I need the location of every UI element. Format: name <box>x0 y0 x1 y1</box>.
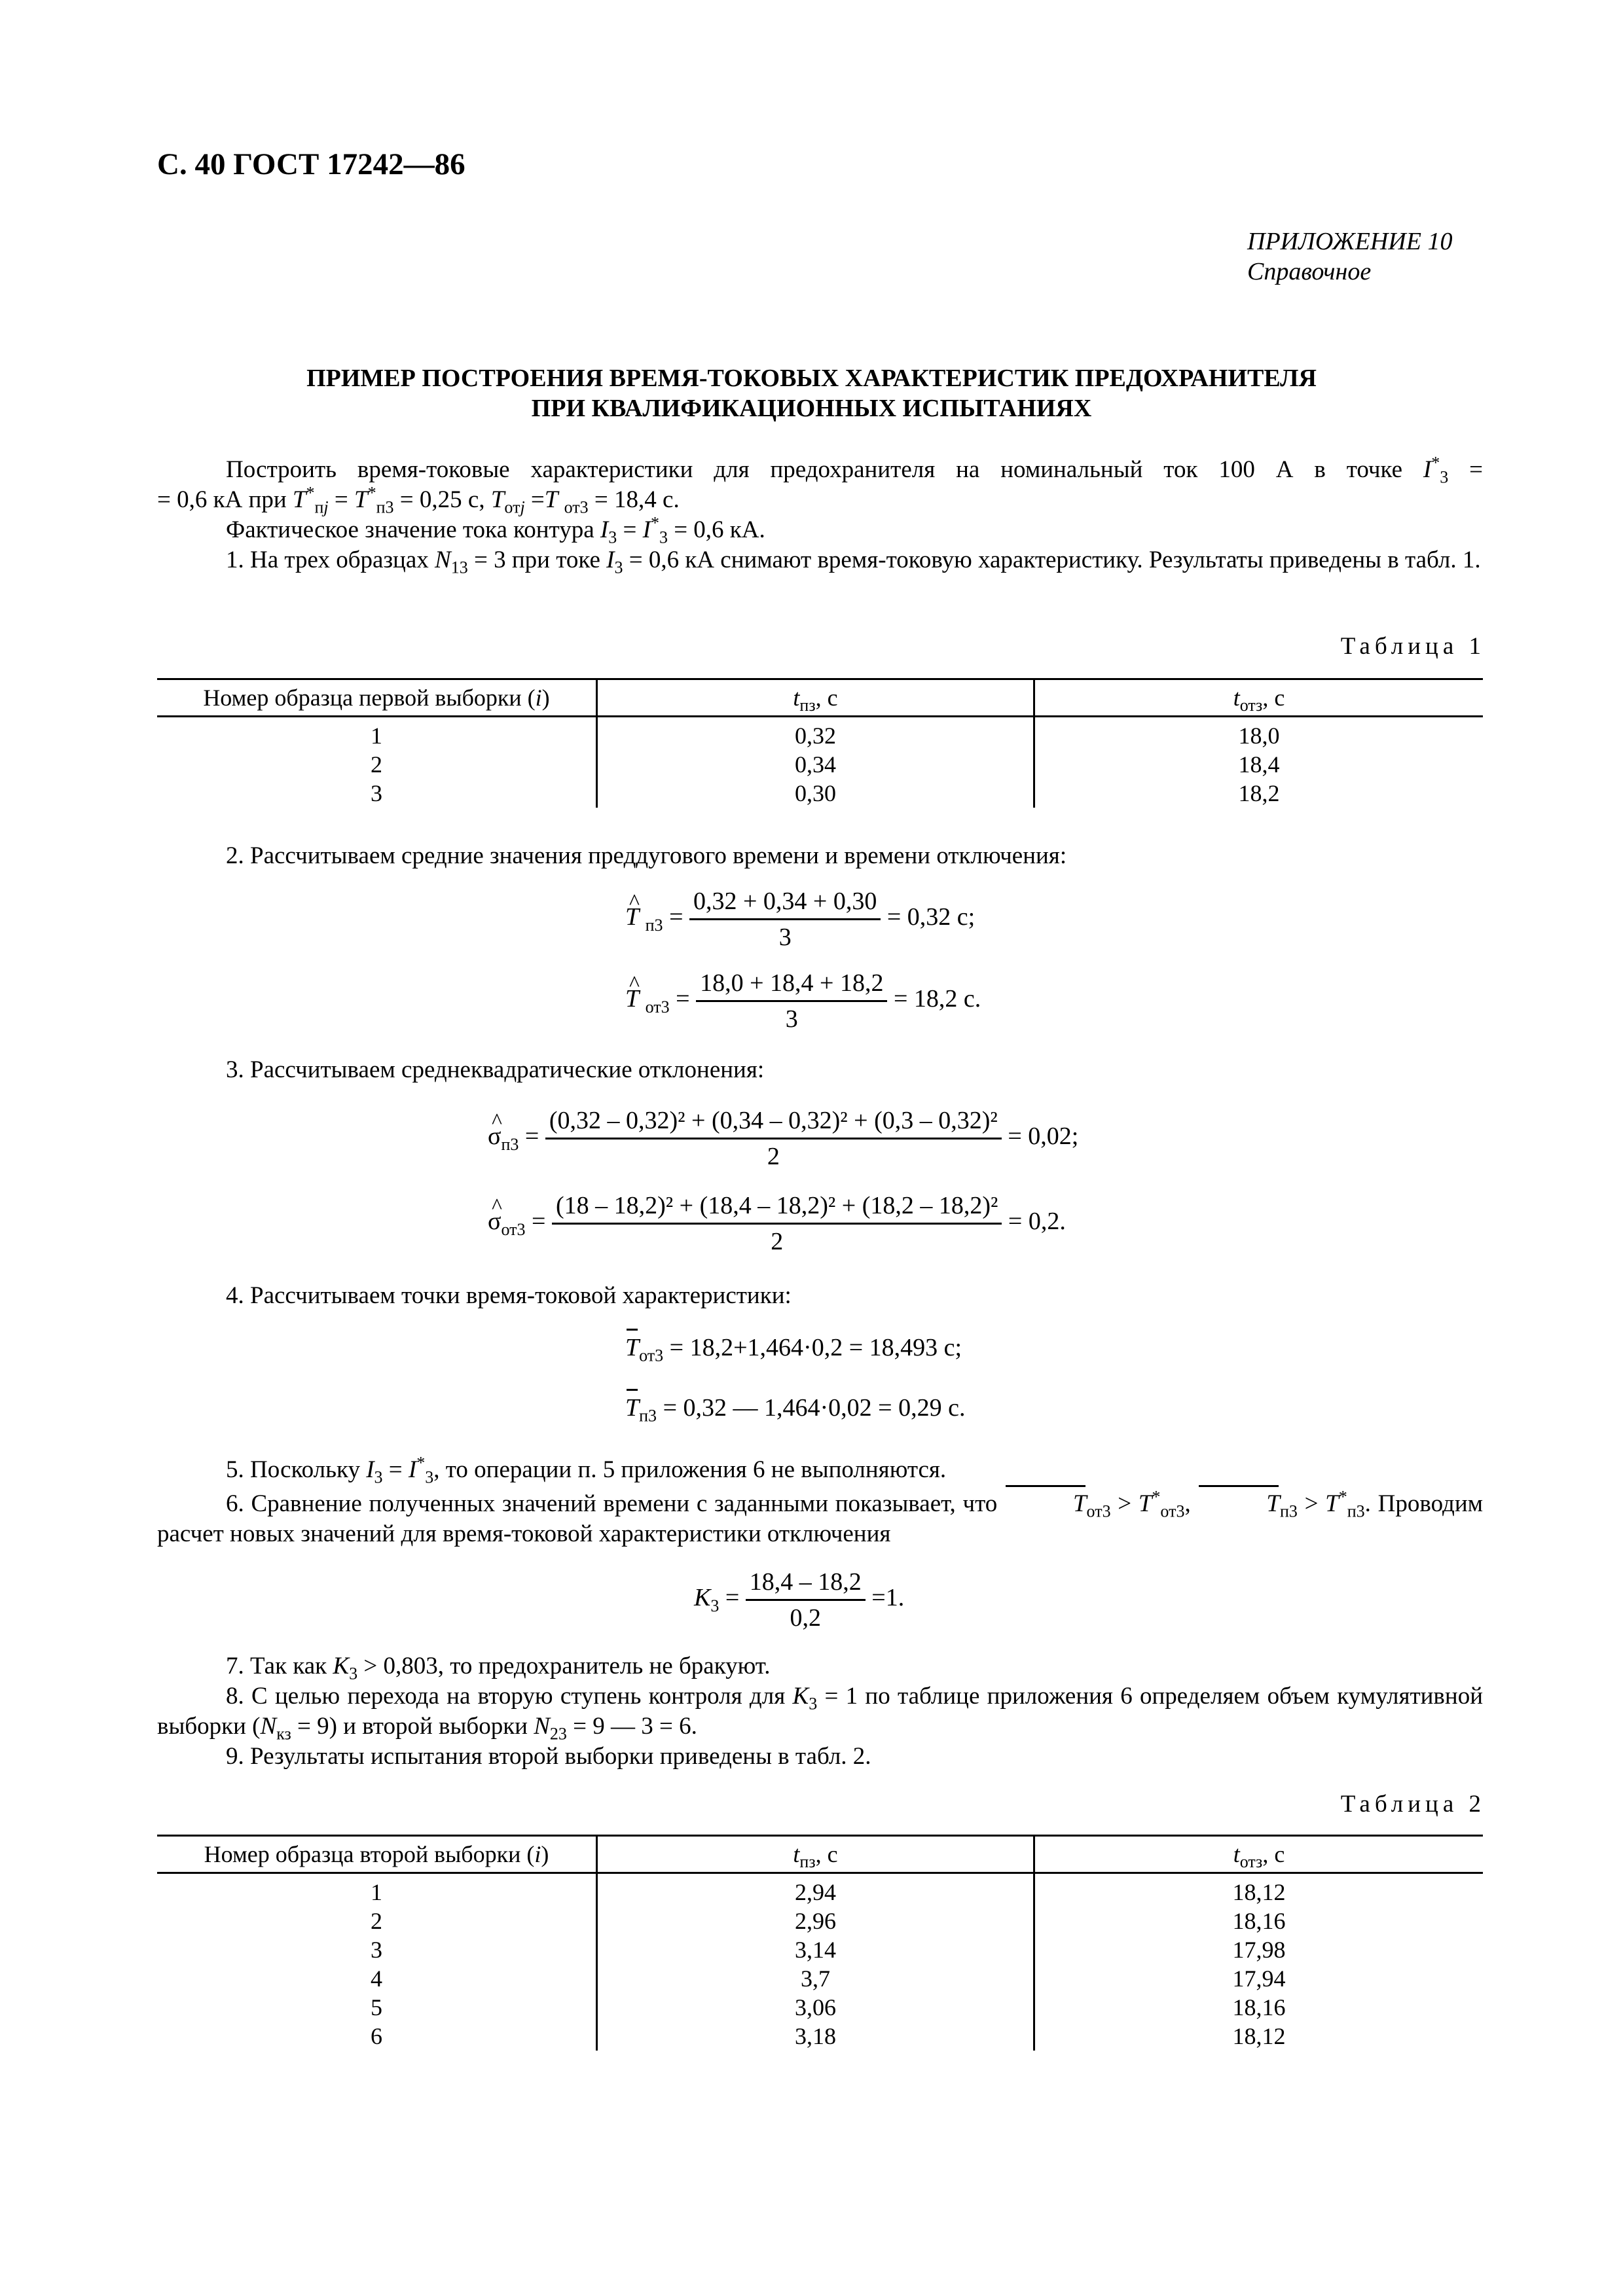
table-row: 2 0,34 18,4 <box>157 750 1483 779</box>
paragraph-2: 2. Рассчитываем средние значения преддугового времени и времени отключения: <box>226 842 1067 869</box>
formula-point-tpz: $T_{п3} = 0,32$ — 1,464·0,02 = 0,29 с. <box>625 1394 966 1426</box>
formula-k3: $K_3$ = $\frac{18,4 - 18,2}{0,2}$ =1. <box>694 1568 905 1632</box>
table2-header-totz: $t_{отз}$, с <box>1034 1836 1484 1873</box>
appendix-type: Справочное <box>1247 258 1372 285</box>
formula-sigma-pz: ^ $\sigma_{п3}$ = $\frac{\text{(0,32 – 0,32)² + (0,34 – 0,32)² + (0,3 – 0,32)²}}{2}$ = 0,02; <box>488 1106 1078 1171</box>
paragraph-5: 5. Поскольку $I_3 = I^*_3$, то операции п. 5 приложения 6 не выполняются. <box>226 1453 947 1487</box>
document-title <box>0 363 1623 423</box>
formula-mean-tpz: ^ T $_{п3}$ = $\frac{0,32 + 0,34 + 0,30}{3}$ = 0,32 с; <box>625 887 975 952</box>
paragraph-7: 7. Так как $K_3 > 0,803$, то предохранитель не бракуют. <box>226 1653 771 1683</box>
table-row: 1 0,32 18,0 <box>157 717 1483 751</box>
intro-line-1: Построить время-токовые характеристики для предохранителя на номинальный ток 100 А в точке $I^*_3$ = <box>226 453 1484 487</box>
table-2 <box>157 1835 1483 2051</box>
table2-header-row <box>157 1836 1483 1873</box>
table1-caption: Таблица 1 <box>1340 633 1486 660</box>
title-line-2: ПРИ КВАЛИФИКАЦИОННЫХ ИСПЫТАНИЯХ <box>531 395 1092 422</box>
table-row: 4 3,7 17,94 <box>157 1964 1483 1993</box>
table2-header-sample: Номер образца второй выборки (i) <box>157 1836 597 1873</box>
intro-paragraph <box>157 455 1483 545</box>
formula-mean-totz: ^ T $_{от3}$ = $\frac{18,0 + 18,4 + 18,2}{3}$ = 18,2 с. <box>625 969 981 1033</box>
table-row: 5 3,06 18,16 <box>157 1993 1483 2022</box>
intro-line-3: Фактическое значение тока контура $I_3 = I^*_3 = 0,6$ кА. <box>226 513 765 547</box>
paragraph-6: 6. Сравнение полученных значений времени с заданными показывает, что $T_{от3} > T^*_{от3}$, $T_{п3} > T^*_{п3}$. Проводим расчет новых значений для время-токовой характеристики отключения <box>157 1487 1484 1547</box>
table1-header-row <box>157 679 1483 717</box>
table-row: 6 3,18 18,12 <box>157 2022 1483 2051</box>
intro-line-2: = 0,6 кА при $T^*_{пj} = T^*_{п3} = 0,25$ с, $T_{отj} =T$ $_{от3}$ = 18,4 с. <box>157 483 680 517</box>
table-row: 3 0,30 18,2 <box>157 779 1483 808</box>
table1-header-sample: Номер образца первой выборки (i) <box>157 679 597 717</box>
page-header: С. 40 ГОСТ 17242—86 <box>157 147 465 181</box>
paragraph-8: 8. С целью перехода на вторую ступень контроля для $K_3 = 1$ по таблице приложения 6 определяем объем кумулятивной выборки $(N_{кз} = 9)$ и второй выборки $N_{23} = 9$ — 3 = 6. <box>157 1683 1484 1744</box>
title-line-1: ПРИМЕР ПОСТРОЕНИЯ ВРЕМЯ-ТОКОВЫХ ХАРАКТЕРИСТИК ПРЕДОХРАНИТЕЛЯ <box>306 365 1317 392</box>
formula-point-totz: $T_{от3} = 18,2+1,464\cdot 0,2 = 18,493$ с; <box>625 1334 962 1365</box>
table2-caption: Таблица 2 <box>1340 1791 1486 1818</box>
table-row: 3 3,14 17,98 <box>157 1935 1483 1964</box>
appendix-name: ПРИЛОЖЕНИЕ 10 <box>1247 228 1453 255</box>
table-row: 2 2,96 18,16 <box>157 1907 1483 1935</box>
table1-header-tpz: $t_{пз}$, с <box>597 679 1034 717</box>
paragraph-3: 3. Рассчитываем среднеквадратические отклонения: <box>226 1056 765 1083</box>
table-1 <box>157 678 1483 808</box>
formula-sigma-otz: ^ $\sigma_{от3}$ = $\frac{\text{(18 – 18,2)² + (18,4 – 18,2)² + (18,2 – 18,2)²}}{2}$ = 0,2. <box>488 1191 1066 1256</box>
paragraph-1: 1. На трех образцах $N_{13} = 3$ при токе $I_3 = 0,6$ кА снимают время-токовую характеристику. Результаты приведены в табл. 1. <box>226 547 1481 577</box>
paragraph-9: 9. Результаты испытания второй выборки приведены в табл. 2. <box>226 1743 871 1770</box>
table2-header-tpz: $t_{пз}$, с <box>597 1836 1034 1873</box>
paragraph-4: 4. Рассчитываем точки время-токовой характеристики: <box>226 1282 792 1309</box>
table1-header-totz: $t_{отз}$, с <box>1034 679 1484 717</box>
table-row: 1 2,94 18,12 <box>157 1873 1483 1907</box>
appendix-label <box>1247 226 1452 287</box>
